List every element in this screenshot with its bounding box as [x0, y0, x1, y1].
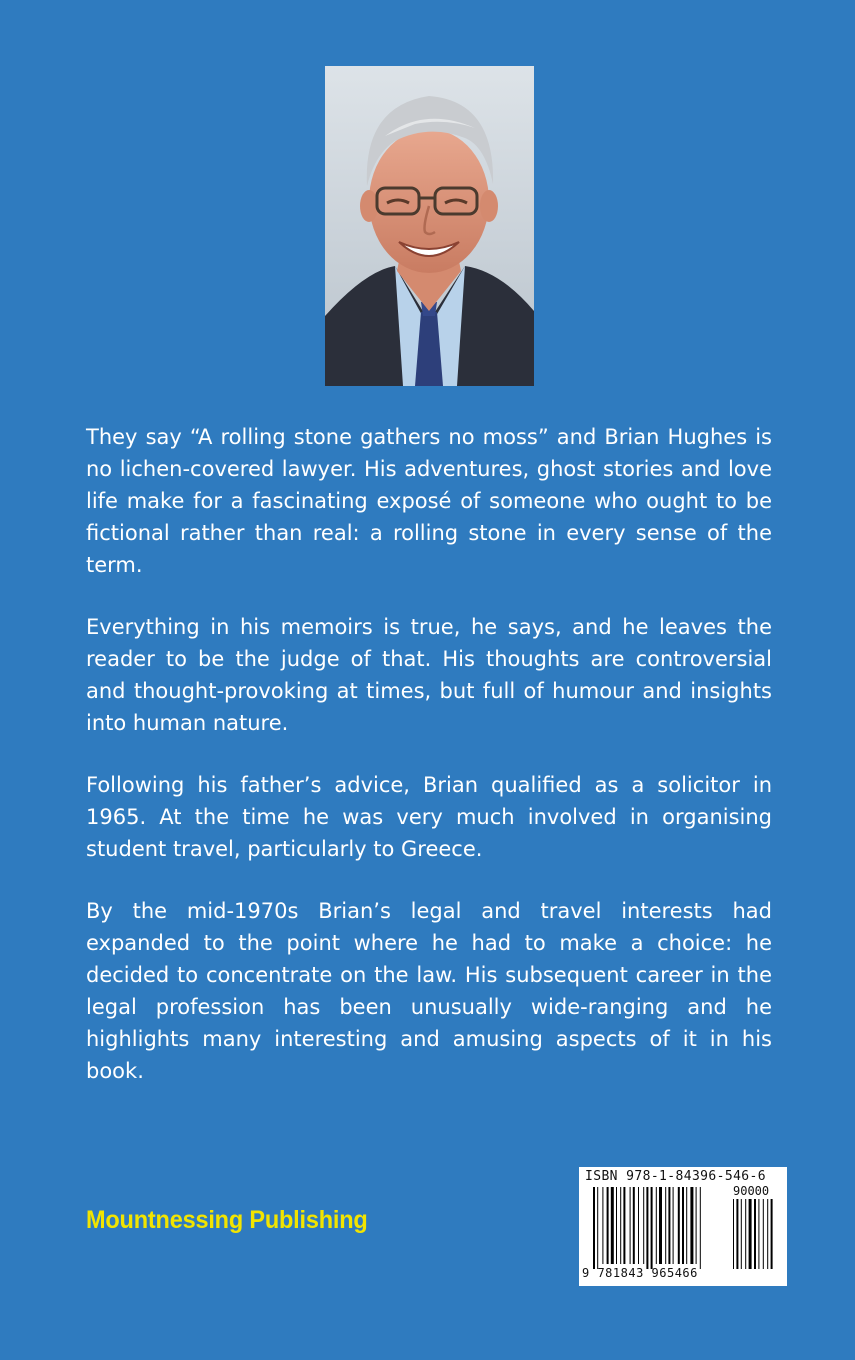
isbn-barcode	[579, 1167, 787, 1286]
isbn-label: ISBN 978-1-84396-546-6	[585, 1169, 766, 1184]
publisher-name: Mountnessing Publishing	[86, 1206, 368, 1234]
blurb-paragraph-2: Everything in his memoirs is true, he says, and he leaves the reader to be the judge of that. His thoughts are controversial and thought-provoking at times, but full of humour and insights into human nature.	[86, 615, 772, 735]
blurb-paragraph-3: Following his father’s advice, Brian qualified as a solicitor in 1965. At the time he was very much involved in organising student travel, particularly to Greece.	[86, 773, 772, 861]
ean-number: 9 781843 965466	[582, 1266, 698, 1280]
back-cover-blurb	[86, 421, 772, 1117]
author-photo	[325, 66, 534, 386]
author-portrait-image	[325, 66, 534, 386]
price-addon-number: 90000	[733, 1184, 770, 1198]
blurb-paragraph-4: By the mid-1970s Brian’s legal and travel interests had expanded to the point where he had to make a choice: he decided to concentrate on the law. His subsequent career in the legal profession has been unusually wide-ranging and he highlights many interesting and amusing aspects of it in his book.	[86, 899, 772, 1083]
blurb-paragraph-1: They say “A rolling stone gathers no moss” and Brian Hughes is no lichen-covered lawyer. His adventures, ghost stories and love life make for a fascinating exposé of someone who ought to be fictional rather than real: a rolling stone in every sense of the term.	[86, 425, 772, 577]
